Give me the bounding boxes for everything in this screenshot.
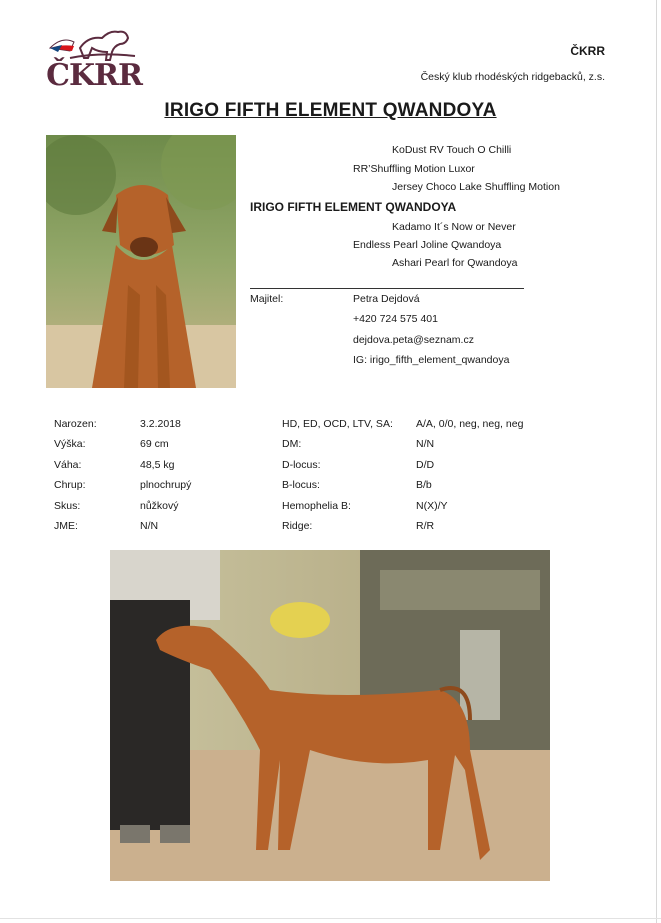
detail-value: nůžkový: [140, 500, 179, 512]
detail-label: Narozen:: [54, 418, 97, 430]
health-label: Ridge:: [282, 520, 313, 532]
detail-label: Skus:: [54, 500, 81, 512]
club-full-name: Český klub rhodéských ridgebacků, z.s.: [420, 71, 605, 83]
health-label: DM:: [282, 438, 302, 450]
health-value: B/b: [416, 479, 432, 491]
pedigree-dam-sire: Kadamo It´s Now or Never: [392, 221, 516, 233]
pedigree-dam-dam: Ashari Pearl for Qwandoya: [392, 257, 518, 269]
pedigree-dog-name: IRIGO FIFTH ELEMENT QWANDOYA: [250, 200, 457, 214]
dog-portrait-photo: [46, 135, 236, 388]
detail-value: 69 cm: [140, 438, 169, 450]
health-label: Hemophelia B:: [282, 500, 351, 512]
detail-label: Chrup:: [54, 479, 86, 491]
owner-phone: +420 724 575 401: [353, 313, 438, 325]
detail-value: 48,5 kg: [140, 459, 175, 471]
pedigree-sire-dam: Jersey Choco Lake Shuffling Motion: [392, 181, 560, 193]
detail-label: JME:: [54, 520, 78, 532]
page-title: IRIGO FIFTH ELEMENT QWANDOYA: [164, 100, 497, 121]
health-value: D/D: [416, 459, 435, 471]
health-value: A/A, 0/0, neg, neg, neg: [416, 418, 524, 430]
club-abbreviation: ČKRR: [570, 44, 605, 58]
health-label: B-locus:: [282, 479, 320, 491]
detail-label: Váha:: [54, 459, 82, 471]
owner-instagram: IG: irigo_fifth_element_qwandoya: [353, 354, 510, 366]
page-edge-bottom: [0, 918, 661, 919]
owner-email: dejdova.peta@seznam.cz: [353, 334, 474, 346]
health-label: D-locus:: [282, 459, 321, 471]
health-value: N(X)/Y: [416, 500, 448, 512]
owner-name: Petra Dejdová: [353, 293, 420, 305]
separator-line: [250, 288, 524, 289]
health-value: R/R: [416, 520, 435, 532]
pedigree-sire: RR’Shuffling Motion Luxor: [353, 163, 475, 175]
dog-stack-photo: [110, 550, 550, 881]
pedigree-sire-sire: KoDust RV Touch O Chilli: [392, 144, 512, 156]
page-edge: [656, 0, 657, 923]
pedigree-dam: Endless Pearl Joline Qwandoya: [353, 239, 502, 251]
club-logo: [40, 18, 148, 102]
detail-value: plnochrupý: [140, 479, 192, 491]
health-value: N/N: [416, 438, 435, 450]
detail-label: Výška:: [54, 438, 86, 450]
logo-text: ČKRR: [46, 58, 142, 93]
detail-value: N/N: [140, 520, 159, 532]
health-label: HD, ED, OCD, LTV, SA:: [282, 418, 393, 430]
owner-label: Majitel:: [250, 293, 284, 305]
detail-value: 3.2.2018: [140, 418, 181, 430]
